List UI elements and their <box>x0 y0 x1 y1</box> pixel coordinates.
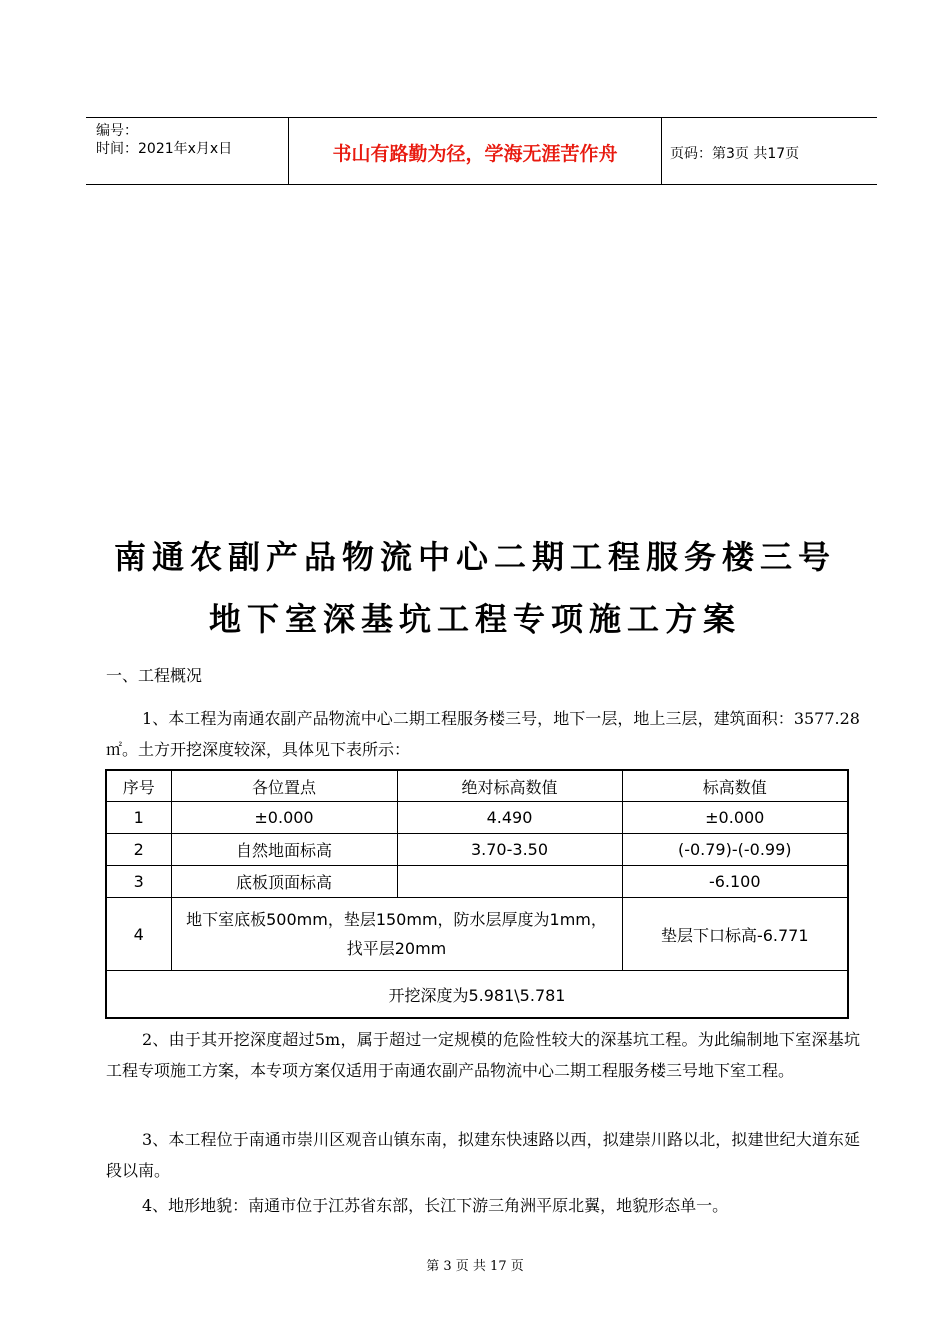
paragraph-3: 3、本工程位于南通市崇川区观音山镇东南，拟建东快速路以西，拟建崇川路以北，拟建世纪大道东延段以南。 <box>106 1130 860 1180</box>
header-number-label: 编号： <box>96 123 138 139</box>
document-title-line2: 地下室深基坑工程专项施工方案 <box>208 600 741 638</box>
table-cell-text: 地下室底板500mm，垫层150mm，防水层厚度为1mm，找平层20mm <box>186 910 607 958</box>
table-cell: 垫层下口标高-6.771 <box>622 898 848 971</box>
table-cell-merged <box>171 898 622 971</box>
table-row <box>106 898 848 971</box>
table-header-cell: 标高数值 <box>622 770 848 802</box>
table-header-cell: 绝对标高数值 <box>397 770 622 802</box>
table-header-cell: 序号 <box>106 770 171 802</box>
table-footer-cell: 开挖深度为5.981\5.781 <box>106 971 848 1019</box>
table-footer-row <box>106 971 848 1019</box>
header-divider-right <box>661 117 662 185</box>
table-cell: 2 <box>106 834 171 866</box>
table-cell: ±0.000 <box>622 802 848 834</box>
table-cell: 4 <box>106 898 171 971</box>
header-page-code: 页码：第3页 共17页 <box>670 146 800 162</box>
header-time-label: 时间：2021年x月x日 <box>96 141 233 157</box>
section-heading: 一、工程概况 <box>106 666 203 685</box>
header-motto: 书山有路勤为径，学海无涯苦作舟 <box>332 143 618 165</box>
paragraph-1: 1、本工程为南通农副产品物流中心二期工程服务楼三号，地下一层，地上三层，建筑面积：3577.28㎡。土方开挖深度较深，具体见下表所示： <box>106 709 860 759</box>
table-cell: 4.490 <box>397 802 622 834</box>
elevation-table <box>105 769 849 1019</box>
table-cell: 3.70-3.50 <box>397 834 622 866</box>
table-cell: 自然地面标高 <box>171 834 397 866</box>
table-cell: 底板顶面标高 <box>171 866 397 898</box>
table-header-cell: 各位置点 <box>171 770 397 802</box>
table-cell: (-0.79)-(-0.99) <box>622 834 848 866</box>
paragraph-4: 4、地形地貌：南通市位于江苏省东部，长江下游三角洲平原北翼，地貌形态单一。 <box>142 1196 729 1215</box>
document-title-line1: 南通农副产品物流中心二期工程服务楼三号 <box>113 538 836 576</box>
table-cell: 3 <box>106 866 171 898</box>
header-top-rule <box>86 117 877 118</box>
header-bottom-rule <box>86 184 877 185</box>
table-cell: ±0.000 <box>171 802 397 834</box>
page-footer: 第 3 页 共 17 页 <box>426 1259 524 1274</box>
table-cell <box>397 866 622 898</box>
table-row <box>106 834 848 866</box>
table-cell: 1 <box>106 802 171 834</box>
table-header-row <box>106 770 848 802</box>
paragraph-2: 2、由于其开挖深度超过5m，属于超过一定规模的危险性较大的深基坑工程。为此编制地下室深基坑工程专项施工方案，本专项方案仅适用于南通农副产品物流中心二期工程服务楼三号地下室工程。 <box>106 1030 860 1080</box>
table-row <box>106 866 848 898</box>
table-row <box>106 802 848 834</box>
table-cell: -6.100 <box>622 866 848 898</box>
